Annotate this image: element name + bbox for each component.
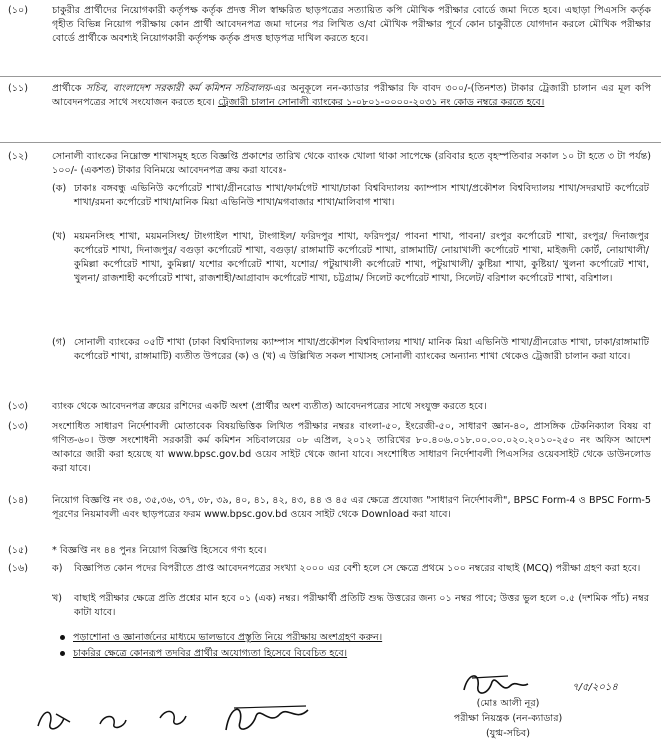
clause-13a xyxy=(0,400,661,418)
mcq-kha xyxy=(52,592,649,620)
notice-item xyxy=(60,646,382,662)
divider xyxy=(0,76,661,77)
clause-number: (১৩) xyxy=(8,421,28,432)
clause-number: (১৫) xyxy=(8,545,28,556)
clause-number: (১১) xyxy=(8,83,28,94)
clause-number: (১৬) xyxy=(8,563,28,574)
clause-text-italic: সচিব, বাংলাদেশ সরকারী কর্ম কমিশন সচিবালয় xyxy=(85,83,271,94)
clause-number: (১৪) xyxy=(8,495,28,506)
signatory-title: পরীক্ষা নিয়ন্ত্রক (নন-ক্যাডার) xyxy=(453,713,563,724)
branch-label: (গ) xyxy=(52,337,66,348)
clause-number: (১০) xyxy=(8,5,28,16)
signatory-rank: (যুগ্ম-সচিব) xyxy=(485,728,531,739)
bullet-icon xyxy=(60,635,65,640)
notice-text: চাকরির ক্ষেত্রে কোনরূপ তদবির প্রার্থীর অযোগ্যতা হিসেবে বিবেচিত হবে। xyxy=(73,648,348,659)
mcq-ka xyxy=(52,562,649,576)
signature-date: ৭/৫/২০১৪ xyxy=(572,682,618,693)
handwritten-initials xyxy=(30,696,360,742)
clause-text: নিয়োগ বিজ্ঞপ্তি নং ৩৪, ৩৫,৩৬, ৩৭, ৩৮, ৩৯, ৪০, ৪১, ৪২, ৪৩, ৪৪ ও ৪৫ এর ক্ষেত্রে প্রযোজ্য "সাধারণ নির্দেশাবলী", BPSC Form-4 ও BPSC Form-5 পূরণের নিয়মাবলী এবং ছাড়পত্রের ফরম www.bpsc.gov.bd ওয়েব সাইট থেকে Download করা যাবে। xyxy=(52,495,651,520)
branch-list-ka xyxy=(52,182,649,226)
notice-text: পড়াশোনা ও জ্ঞানার্জনের মাধ্যমে ভালভাবে প্রস্তুতি নিয়ে পরীক্ষায় অংশগ্রহণ করুন। xyxy=(73,632,383,643)
clause-16 xyxy=(0,562,661,632)
signatory-block xyxy=(418,696,598,741)
clause-text: সংশোধিত সাধারণ নির্দেশাবলী মোতাবেক বিষয়ভিত্তিক লিখিত পরীক্ষার নম্বরঃ বাংলা-৫০, ইংরেজী-৫০, সাধারণ জ্ঞান-৪০, প্রাসঙ্গিক টেকনিক্যাল বিষয় বা গণিত-৬০। উক্ত সংশোধনী সরকারী কর্ম কমিশন সচিবালয়ের ০৮ এপ্রিল, ২০১২ তারিখের ৮০.৪০৬.০১৮.০০.০০.০২০.২০১০-২৫০ নং অফিস আদেশ আকারে জারী করা হয়েছে যা www.bpsc.gov.bd ওয়েব সাইট থেকে জানা যাবে। সংশোধিত সাধারণ নির্দেশাবলী পিএসসির ওয়েবসাইট থেকে ডাউনলোড করা যাবে। xyxy=(52,421,651,474)
clause-number: (১২) xyxy=(8,151,28,162)
clause-text xyxy=(52,82,651,110)
branch-list-ga xyxy=(52,336,649,394)
clause-10 xyxy=(0,4,661,76)
clause-text: * বিজ্ঞপ্তি নং ৪৪ পুনঃ নিয়োগ বিজ্ঞপ্তি হিসেবে গণ্য হবে। xyxy=(52,545,267,556)
clause-11 xyxy=(0,82,661,136)
mcq-text: বিজ্ঞাপিত কোন পদের বিপরীতে প্রাপ্ত আবেদনপত্রের সংখ্যা ২০০০ এর বেশী হলে সে ক্ষেত্রে প্রথমে ১০০ নম্বরের বাছাই (MCQ) পরীক্ষা গ্রহণ করা হবে। xyxy=(74,563,641,574)
branch-text: ময়মনসিংহ শাখা, ময়মনসিংহ/ টাংগাইল শাখা, টাংগাইল/ ফরিদপুর শাখা, ফরিদপুর/ পাবনা শাখা, পাবনা/ রংপুর কর্পোরেট শাখা, রংপুর/ দিনাজপুর কর্পোরেট শাখা, দিনাজপুর/ বগুড়া কর্পোরেট শাখা, বগুড়া/ রাঙ্গামাটি কর্পোরেট শাখা, রাঙ্গামাটি/ নোয়াখালী কর্পোরেট শাখা, মাইজদী কোর্ট, নোয়াখালী/ কুমিল্লা কর্পোরেট শাখা, কুমিল্লা/ যশোর কর্পোরেট শাখা, যশোর/ পটুয়াখালী কর্পোরেট শাখা, পটুয়াখালী/ কুষ্টিয়া শাখা, কুষ্টিয়া/ খুলনা কর্পোরেট শাখা, খুলনা/ রাজশাহী কর্পোরেট শাখা, রাজশাহী/আগ্রাবাদ কর্পোরেট শাখা, চট্টগ্রাম/ সিলেট কর্পোরেট শাখা, সিলেট/ বরিশাল কর্পোরেট শাখা, বরিশাল। xyxy=(74,231,649,284)
clause-text: ব্যাংক থেকে আবেদনপত্র ক্রয়ের রশিদের একটি অংশ (প্রার্থীর অংশ ব্যতীত) আবেদনপত্রের সাথে সংযুক্ত করতে হবে। xyxy=(52,401,487,412)
mcq-text: বাছাই পরীক্ষার ক্ষেত্রে প্রতি প্রশ্নের মান হবে ০১ (এক) নম্বর। পরীক্ষার্থী প্রতিটি শুদ্ধ উত্তরের জন্য ০১ নম্বর পাবে; উত্তর ভুল হলে ০.৫ (দশমিক পাঁচ) নম্বর কাটা যাবে। xyxy=(74,593,649,618)
clause-12 xyxy=(0,150,661,180)
signatory-name: (মোঃ আলী নূর) xyxy=(476,698,540,709)
branch-label: (খ) xyxy=(52,231,66,242)
clause-text-underlined: ট্রেজারী চালান সোনালী ব্যাংকের ১-০৮০১-০০০০-২০৩১ নং কোড নম্বরে করতে হবে। xyxy=(217,97,545,108)
branch-list-kha xyxy=(52,230,649,330)
branch-text: সোনালী ব্যাংকের ০৫টি শাখা (ঢাকা বিশ্ববিদ্যালয় ক্যাম্পাস শাখা/প্রকৌশল বিশ্ববিদ্যালয় শাখা/ মানিক মিয়া এভিনিউ শাখা/গ্রীনরোড শাখা, ঢাকা/রাঙ্গামাটি কর্পোরেট শাখা, রাঙ্গামাটি) ব্যতীত উপরের (ক) ও (খ) এ উল্লিখিত সকল শাখাসহ সোনালী ব্যাংকের অন্যান্য শাখা থেকেও ট্রেজারী চালান করা যাবে। xyxy=(74,337,649,362)
clause-text-part: -এর অনুকূলে নন-ক্যাডার পরীক্ষার ফি বাবদ ৩০০/-(তিনশত) টাকার ট্রেজারী চালান এর মূল কপি আবেদনপত্রের সাথে সংযোজন করতে হবে। xyxy=(52,83,651,108)
notice-item xyxy=(60,630,382,646)
clause-14 xyxy=(0,494,661,538)
mcq-label: খ) xyxy=(52,593,63,604)
clause-15 xyxy=(0,544,661,560)
mcq-label: ক) xyxy=(52,563,63,574)
clause-number: (১৩) xyxy=(8,401,28,412)
notice-list xyxy=(60,630,382,662)
branch-text: ঢাকাঃ বঙ্গবন্ধু এভিনিউ কর্পোরেট শাখা/গ্রীনরোড শাখা/ফার্মগেট শাখা/ঢাকা বিশ্ববিদ্যালয় ক্যাম্পাস শাখা/প্রকৌশল বিশ্ববিদ্যালয় শাখা/সদরঘাট কর্পোরেট শাখা/রমনা কর্পোরেট শাখা/মানিক মিয়া এভিনিউ শাখা/মগবাজার শাখা/মালিবাগ শাখা। xyxy=(74,183,649,208)
branch-label: (ক) xyxy=(52,183,67,194)
bullet-icon xyxy=(60,651,65,656)
clause-text-part: প্রার্থীকে xyxy=(52,83,86,94)
clause-13b xyxy=(0,420,661,490)
clause-text: চাকুরীর প্রার্থীদের নিয়োগকারী কর্তৃপক্ষ কর্তৃক প্রদত্ত সীল স্বাক্ষরিত ছাড়পত্রের সত্যায়িত কপি মৌখিক পরীক্ষার বোর্ডে জমা দিতে হবে। এছাড়া পিএসসি কর্তৃক গৃহীত বিভিন্ন নিয়োগ পরীক্ষায় কোন প্রার্থী আবেদনপত্র জমা দানের পর লিখিত ও/বা মৌখিক পরীক্ষার পূর্বে কোন চাকুরীতে যোগদান করলে মৌখিক পরীক্ষার বোর্ডে প্রার্থীকে অবশ্যই নিয়োগকারী কর্তৃপক্ষ কর্তৃক প্রদত্ত ছাড়পত্র দাখিল করতে হবে। xyxy=(52,5,651,44)
clause-text: সোনালী ব্যাংকের নিম্নোক্ত শাখাসমূহ হতে বিজ্ঞপ্তি প্রকাশের তারিখ থেকে ব্যাংক খোলা থাকা সাপেক্ষে (রবিবার হতে বৃহস্পতিবার সকাল ১০ টা হতে ৩ টা পর্যন্ত) ১০০/- (একশত) টাকার বিনিময়ে আবেদনপত্র ক্রয় করা যাবেঃ- xyxy=(52,151,651,176)
divider xyxy=(0,142,661,143)
